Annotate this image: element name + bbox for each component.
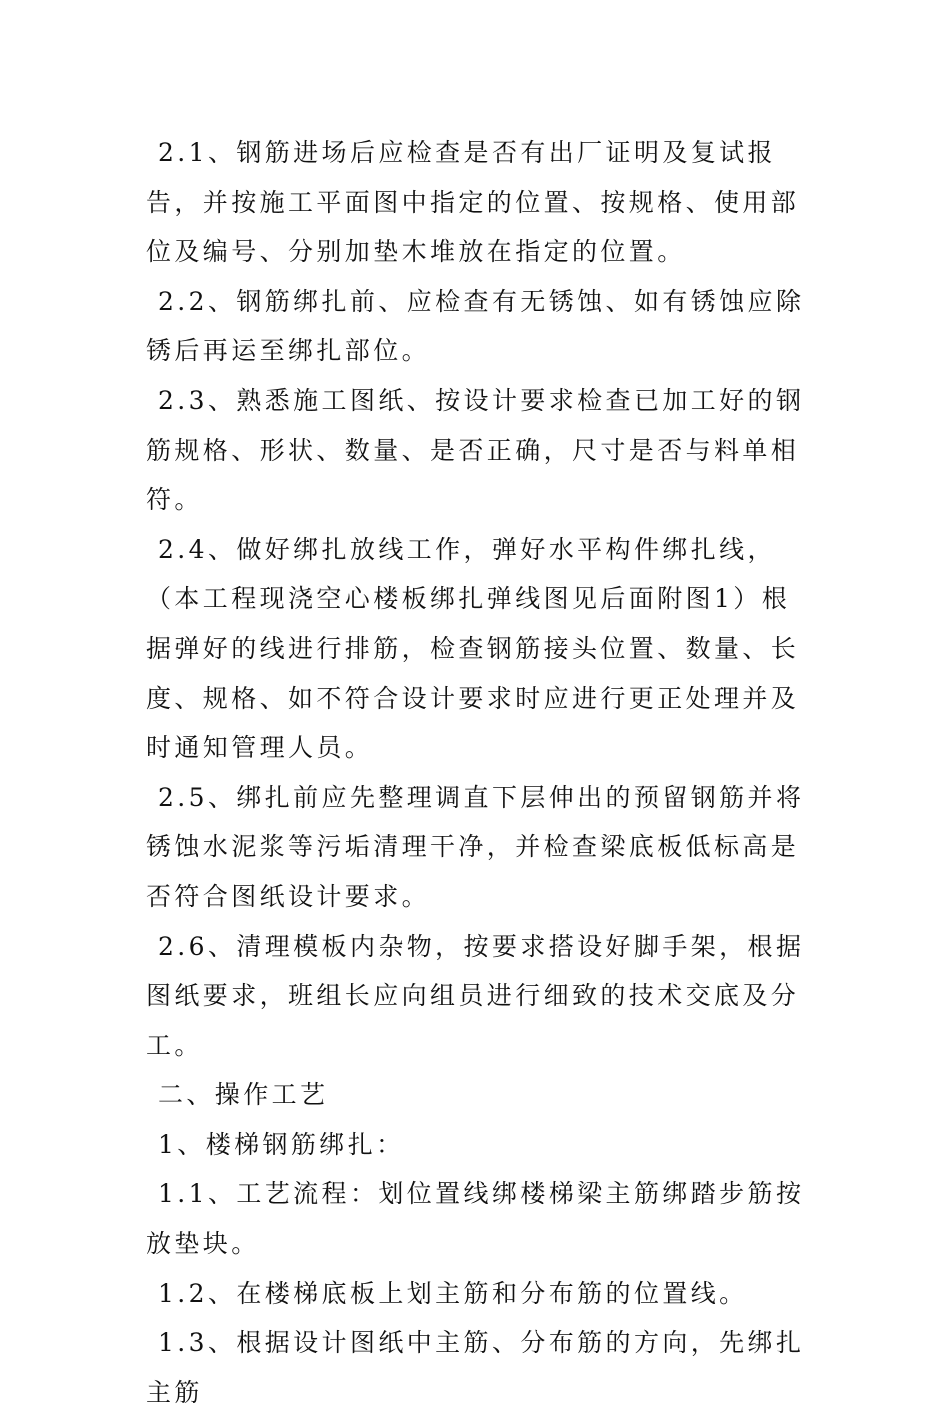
paragraph-2-4: 2.4、做好绑扎放线工作，弹好水平构件绑扎线，（本工程现浇空心楼板绑扎弹线图见后面附图1）根据弹好的线进行排筋，检查钢筋接头位置、数量、长度、规格、如不符合设计要求时应进行更正处理并及时通知管理人员。 [146, 534, 800, 763]
section-heading-operation: 二、操作工艺 [158, 1080, 329, 1110]
paragraph-1-3: 1.3、根据设计图纸中主筋、分布筋的方向，先绑扎主筋 [146, 1328, 805, 1407]
paragraph-2-5: 2.5、绑扎前应先整理调直下层伸出的预留钢筋并将锈蚀水泥浆等污垢清理干净，并检查梁底板低标高是否符合图纸设计要求。 [146, 782, 805, 911]
subheading-stair-rebar: 1、楼梯钢筋绑扎： [158, 1129, 405, 1159]
document-page [146, 128, 806, 1417]
paragraph-2-6: 2.6、清理模板内杂物，按要求搭设好脚手架，根据图纸要求，班组长应向组员进行细致的技术交底及分工。 [146, 931, 805, 1060]
paragraph-1-1: 1.1、工艺流程：划位置线绑楼梯梁主筋绑踏步筋按放垫块。 [146, 1179, 805, 1259]
paragraph-2-3: 2.3、熟悉施工图纸、按设计要求检查已加工好的钢筋规格、形状、数量、是否正确，尺寸是否与料单相符。 [146, 385, 805, 515]
paragraph-2-2: 2.2、钢筋绑扎前、应检查有无锈蚀、如有锈蚀应除锈后再运至绑扎部位。 [146, 286, 805, 366]
paragraph-1-2: 1.2、在楼梯底板上划主筋和分布筋的位置线。 [158, 1278, 748, 1308]
paragraph-2-1: 2.1、钢筋进场后应检查是否有出厂证明及复试报告，并按施工平面图中指定的位置、按规格、使用部位及编号、分别加垫木堆放在指定的位置。 [146, 138, 800, 267]
